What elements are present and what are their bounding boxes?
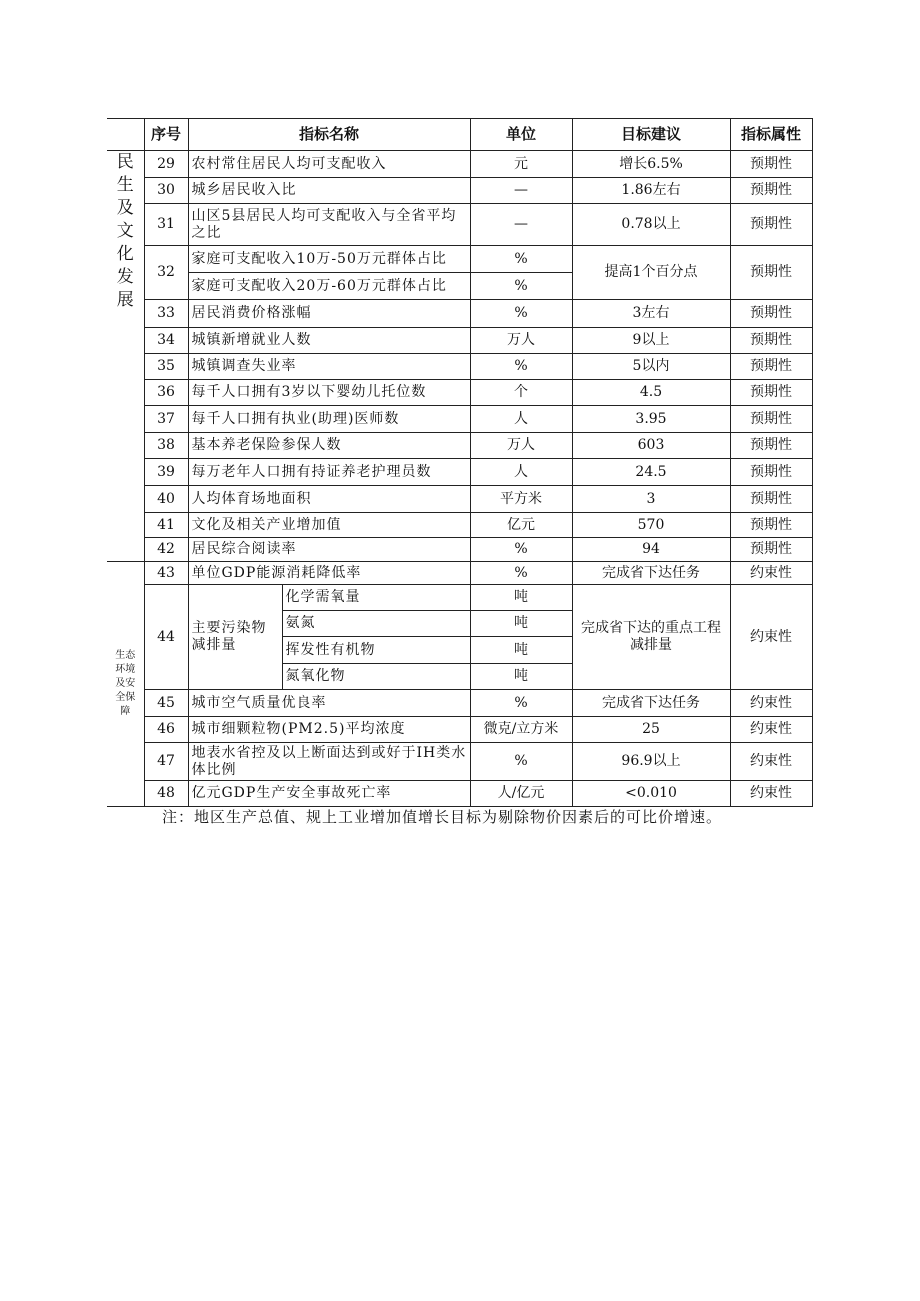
category-ecology	[107, 562, 144, 807]
row-seq: 31	[144, 204, 188, 246]
row-target: <0.010	[572, 781, 730, 807]
row-seq: 45	[144, 690, 188, 717]
row-unit: %	[470, 538, 572, 562]
row-attr: 预期性	[730, 178, 812, 204]
row-name: 每千人口拥有3岁以下婴幼儿托位数	[188, 380, 470, 406]
row-target: 完成省下达任务	[572, 562, 730, 585]
table-row	[107, 151, 812, 178]
row-unit: 万人	[470, 328, 572, 354]
row-attr: 预期性	[730, 406, 812, 433]
header-name: 指标名称	[188, 119, 470, 151]
row-target: 94	[572, 538, 730, 562]
row-target: 24.5	[572, 459, 730, 486]
row-name: 基本养老保险参保人数	[188, 433, 470, 459]
row-name: 城市细颗粒物(PM2.5)平均浓度	[188, 717, 470, 743]
row-target: 增长6.5%	[572, 151, 730, 178]
row-attr: 约束性	[730, 562, 812, 585]
row-seq: 43	[144, 562, 188, 585]
row-seq: 35	[144, 354, 188, 380]
row-unit: %	[470, 273, 572, 300]
row-unit: %	[470, 246, 572, 273]
row-target: 3	[572, 486, 730, 513]
row-attr: 预期性	[730, 354, 812, 380]
table-row	[107, 690, 812, 717]
row-seq: 37	[144, 406, 188, 433]
row-seq: 47	[144, 743, 188, 781]
row-seq: 38	[144, 433, 188, 459]
table-row	[107, 380, 812, 406]
row-seq: 30	[144, 178, 188, 204]
row-unit: —	[470, 204, 572, 246]
row-target: 603	[572, 433, 730, 459]
row-unit: 个	[470, 380, 572, 406]
row-unit: 万人	[470, 433, 572, 459]
row-attr: 预期性	[730, 151, 812, 178]
header-unit: 单位	[470, 119, 572, 151]
table-row	[107, 246, 812, 273]
row-attr: 预期性	[730, 459, 812, 486]
row-target: 3左右	[572, 300, 730, 328]
category-header-blank	[107, 119, 144, 151]
row-name: 地表水省控及以上断面达到或好于IH类水体比例	[188, 743, 470, 781]
row-attr: 约束性	[730, 585, 812, 690]
row-attr: 预期性	[730, 433, 812, 459]
row-target: 5以内	[572, 354, 730, 380]
row-name: 城市空气质量优良率	[188, 690, 470, 717]
header-target: 目标建议	[572, 119, 730, 151]
row-name: 文化及相关产业增加值	[188, 513, 470, 538]
row-unit: %	[470, 743, 572, 781]
row-unit: 吨	[470, 611, 572, 637]
row-name: 城乡居民收入比	[188, 178, 470, 204]
row-attr: 预期性	[730, 328, 812, 354]
row-target: 完成省下达的重点工程减排量	[572, 585, 730, 690]
row-unit: 吨	[470, 585, 572, 611]
row-target: 25	[572, 717, 730, 743]
row-unit: %	[470, 562, 572, 585]
row-seq: 34	[144, 328, 188, 354]
table-row	[107, 433, 812, 459]
row-target: 1.86左右	[572, 178, 730, 204]
row-sub-name: 氮氧化物	[282, 664, 470, 690]
row-seq: 44	[144, 585, 188, 690]
row-target: 4.5	[572, 380, 730, 406]
table-row	[107, 585, 812, 611]
row-sub-name: 化学需氧量	[282, 585, 470, 611]
row-attr: 预期性	[730, 513, 812, 538]
row-unit: 平方米	[470, 486, 572, 513]
row-seq: 33	[144, 300, 188, 328]
row-target: 完成省下达任务	[572, 690, 730, 717]
row-attr: 预期性	[730, 246, 812, 300]
row-unit: %	[470, 300, 572, 328]
table-row	[107, 486, 812, 513]
row-seq: 48	[144, 781, 188, 807]
table-row	[107, 204, 812, 246]
row-sub-name: 氨氮	[282, 611, 470, 637]
row-attr: 预期性	[730, 380, 812, 406]
row-unit: 吨	[470, 664, 572, 690]
table-row	[107, 328, 812, 354]
row-target: 9以上	[572, 328, 730, 354]
row-attr: 预期性	[730, 204, 812, 246]
table-row	[107, 781, 812, 807]
table-row	[107, 406, 812, 433]
row-attr: 约束性	[730, 781, 812, 807]
row-unit: 人	[470, 459, 572, 486]
header-attr: 指标属性	[730, 119, 812, 151]
row-target: 提高1个百分点	[572, 246, 730, 300]
row-unit: 亿元	[470, 513, 572, 538]
row-attr: 约束性	[730, 743, 812, 781]
row-target: 570	[572, 513, 730, 538]
row-name: 城镇新增就业人数	[188, 328, 470, 354]
table-row	[107, 300, 812, 328]
table-header-row	[107, 119, 812, 151]
row-sub-name: 挥发性有机物	[282, 637, 470, 664]
row-seq: 32	[144, 246, 188, 300]
row-seq: 40	[144, 486, 188, 513]
row-seq: 42	[144, 538, 188, 562]
row-unit: 人	[470, 406, 572, 433]
header-seq: 序号	[144, 119, 188, 151]
row-attr: 预期性	[730, 486, 812, 513]
row-name: 城镇调查失业率	[188, 354, 470, 380]
row-seq: 29	[144, 151, 188, 178]
row-name: 农村常住居民人均可支配收入	[188, 151, 470, 178]
row-attr: 约束性	[730, 717, 812, 743]
row-target: 3.95	[572, 406, 730, 433]
table-row	[107, 354, 812, 380]
row-name: 亿元GDP生产安全事故死亡率	[188, 781, 470, 807]
row-seq: 41	[144, 513, 188, 538]
table-row	[107, 513, 812, 538]
row-target: 96.9以上	[572, 743, 730, 781]
table-row	[107, 717, 812, 743]
row-seq: 36	[144, 380, 188, 406]
row-seq: 39	[144, 459, 188, 486]
category-livelihood-label: 民生及文化发展	[116, 152, 134, 310]
row-name: 单位GDP能源消耗降低率	[188, 562, 470, 585]
row-unit: 吨	[470, 637, 572, 664]
row-name: 家庭可支配收入10万-50万元群体占比	[188, 246, 470, 273]
row-unit: 人/亿元	[470, 781, 572, 807]
row-name: 家庭可支配收入20万-60万元群体占比	[188, 273, 470, 300]
row-name: 每万老年人口拥有持证养老护理员数	[188, 459, 470, 486]
category-livelihood	[107, 151, 144, 562]
row-group-name: 主要污染物减排量	[188, 585, 282, 690]
row-name: 人均体育场地面积	[188, 486, 470, 513]
table-row	[107, 178, 812, 204]
table-row	[107, 459, 812, 486]
row-unit: %	[470, 354, 572, 380]
row-name: 每千人口拥有执业(助理)医师数	[188, 406, 470, 433]
row-unit: 元	[470, 151, 572, 178]
row-name: 居民消费价格涨幅	[188, 300, 470, 328]
table-row	[107, 743, 812, 781]
row-unit: %	[470, 690, 572, 717]
row-seq: 46	[144, 717, 188, 743]
table-row	[107, 562, 812, 585]
row-name: 山区5县居民人均可支配收入与全省平均之比	[188, 204, 470, 246]
indicator-table	[107, 118, 813, 807]
row-attr: 预期性	[730, 538, 812, 562]
table-footnote: 注：地区生产总值、规上工业增加值增长目标为剔除物价因素后的可比价增速。	[162, 808, 723, 826]
row-unit: 微克/立方米	[470, 717, 572, 743]
table-row	[107, 538, 812, 562]
row-attr: 约束性	[730, 690, 812, 717]
row-target: 0.78以上	[572, 204, 730, 246]
row-name: 居民综合阅读率	[188, 538, 470, 562]
row-unit: —	[470, 178, 572, 204]
row-attr: 预期性	[730, 300, 812, 328]
category-ecology-label: 生态环境及安全保障	[115, 650, 136, 717]
